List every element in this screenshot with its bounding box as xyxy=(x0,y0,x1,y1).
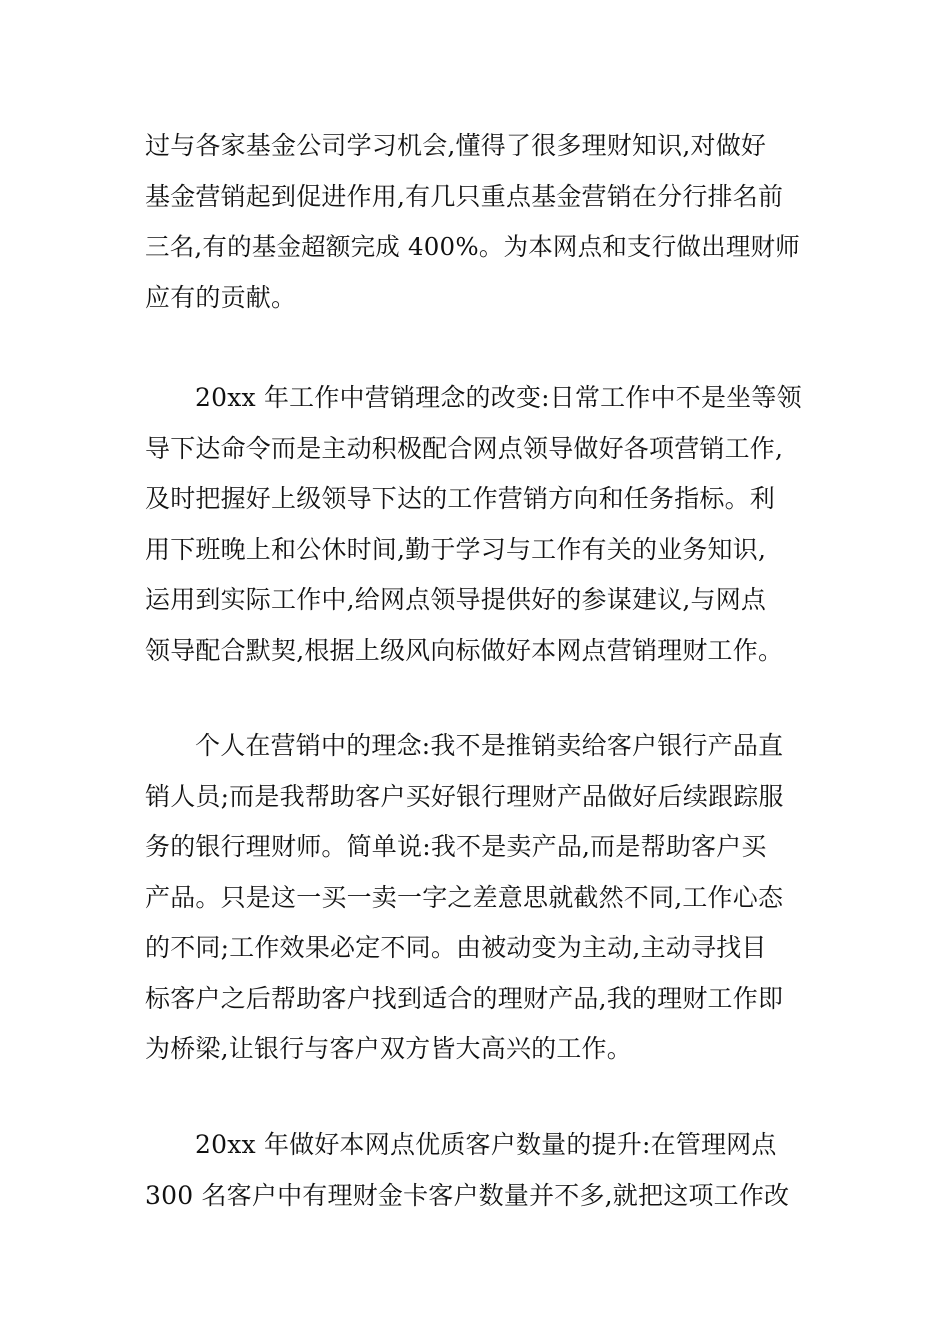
paragraph-3 xyxy=(145,721,810,1075)
text-line: 300 名客户中有理财金卡客户数量并不多,就把这项工作改 xyxy=(145,1180,790,1210)
text-line: 销人员;而是我帮助客户买好银行理财产品做好后续跟踪服 xyxy=(145,781,784,811)
text-line: 用下班晚上和公休时间,勤于学习与工作有关的业务知识, xyxy=(145,534,767,564)
text-line: 运用到实际工作中,给网点领导提供好的参谋建议,与网点 xyxy=(145,585,767,614)
text-line: 为桥梁,让银行与客户双方皆大高兴的工作。 xyxy=(145,1034,632,1063)
text-line: 20xx 年做好本网点优质客户数量的提升:在管理网点 xyxy=(195,1130,777,1159)
text-line: 基金营销起到促进作用,有几只重点基金营销在分行排名前 xyxy=(145,181,784,211)
paragraph-4 xyxy=(145,1120,810,1221)
text-line: 领导配合默契,根据上级风向标做好本网点营销理财工作。 xyxy=(145,635,784,665)
text-line: 应有的贡献。 xyxy=(145,282,297,312)
text-line: 及时把握好上级领导下达的工作营销方向和任务指标。利 xyxy=(145,484,776,513)
text-line: 标客户之后帮助客户找到适合的理财产品,我的理财工作即 xyxy=(145,983,784,1013)
text-line: 个人在营销中的理念:我不是推销卖给客户银行产品直 xyxy=(195,731,784,760)
paragraph-1 xyxy=(145,121,810,323)
text-line: 的不同;工作效果必定不同。由被动变为主动,主动寻找目 xyxy=(145,933,767,962)
text-line: 过与各家基金公司学习机会,懂得了很多理财知识,对做好 xyxy=(145,131,767,160)
paragraph-2 xyxy=(145,373,810,676)
text-line: 导下达命令而是主动积极配合网点领导做好各项营销工作, xyxy=(145,433,784,463)
text-line: 务的银行理财师。简单说:我不是卖产品,而是帮助客户买 xyxy=(145,832,767,861)
text-line: 产品。只是这一买一卖一字之差意思就截然不同,工作心态 xyxy=(145,882,784,912)
text-line: 20xx 年工作中营销理念的改变:日常工作中不是坐等领 xyxy=(195,383,802,412)
text-line: 三名,有的基金超额完成 400%。为本网点和支行做出理财师 xyxy=(145,232,800,261)
